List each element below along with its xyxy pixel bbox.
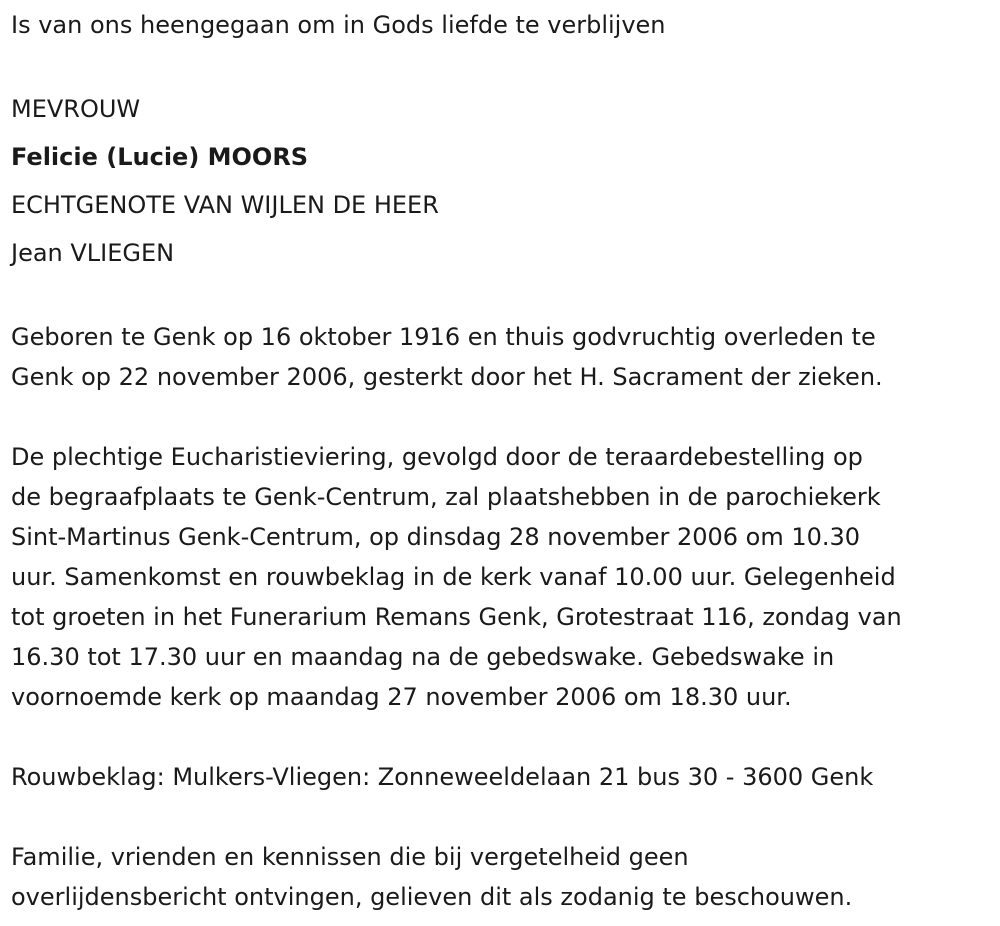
paragraph-line: Geboren te Genk op 16 oktober 1916 en thuis godvruchtig overleden te [11, 323, 876, 351]
ceremony-paragraph [11, 437, 985, 717]
birth-death-paragraph [11, 317, 985, 397]
title-label: MEVROUW [11, 95, 141, 123]
intro-text: Is van ons heengegaan om in Gods liefde te verblijven [11, 11, 666, 39]
spouse-name: Jean VLIEGEN [11, 239, 175, 267]
paragraph-line: uur. Samenkomst en rouwbeklag in de kerk vanaf 10.00 uur. Gelegenheid [11, 563, 896, 591]
paragraph-line: voornoemde kerk op maandag 27 november 2006 om 18.30 uur. [11, 683, 792, 711]
spacer [11, 397, 985, 437]
paragraph-line: De plechtige Eucharistieviering, gevolgd door de teraardebestelling op [11, 443, 863, 471]
paragraph-line: Sint-Martinus Genk-Centrum, op dinsdag 28 november 2006 om 10.30 [11, 523, 861, 551]
paragraph-line: de begraafplaats te Genk-Centrum, zal plaatshebben in de parochiekerk [11, 483, 881, 511]
spacer [11, 717, 985, 757]
paragraph-line: Familie, vrienden en kennissen die bij vergetelheid geen [11, 843, 689, 871]
paragraph-line: overlijdensbericht ontvingen, gelieven dit als zodanig te beschouwen. [11, 883, 853, 911]
condolences-text: Rouwbeklag: Mulkers-Vliegen: Zonneweeldelaan 21 bus 30 - 3600 Genk [11, 763, 874, 791]
spacer [11, 45, 985, 85]
closing-paragraph [11, 837, 985, 917]
deceased-name: Felicie (Lucie) MOORS [11, 143, 309, 171]
paragraph-line: 16.30 tot 17.30 uur en maandag na de gebedswake. Gebedswake in [11, 643, 835, 671]
spouse-label: ECHTGENOTE VAN WIJLEN DE HEER [11, 191, 439, 219]
spacer [11, 277, 985, 317]
spacer [11, 797, 985, 837]
paragraph-line: Genk op 22 november 2006, gesterkt door het H. Sacrament der zieken. [11, 363, 883, 391]
paragraph-line: tot groeten in het Funerarium Remans Genk, Grotestraat 116, zondag van [11, 603, 902, 631]
